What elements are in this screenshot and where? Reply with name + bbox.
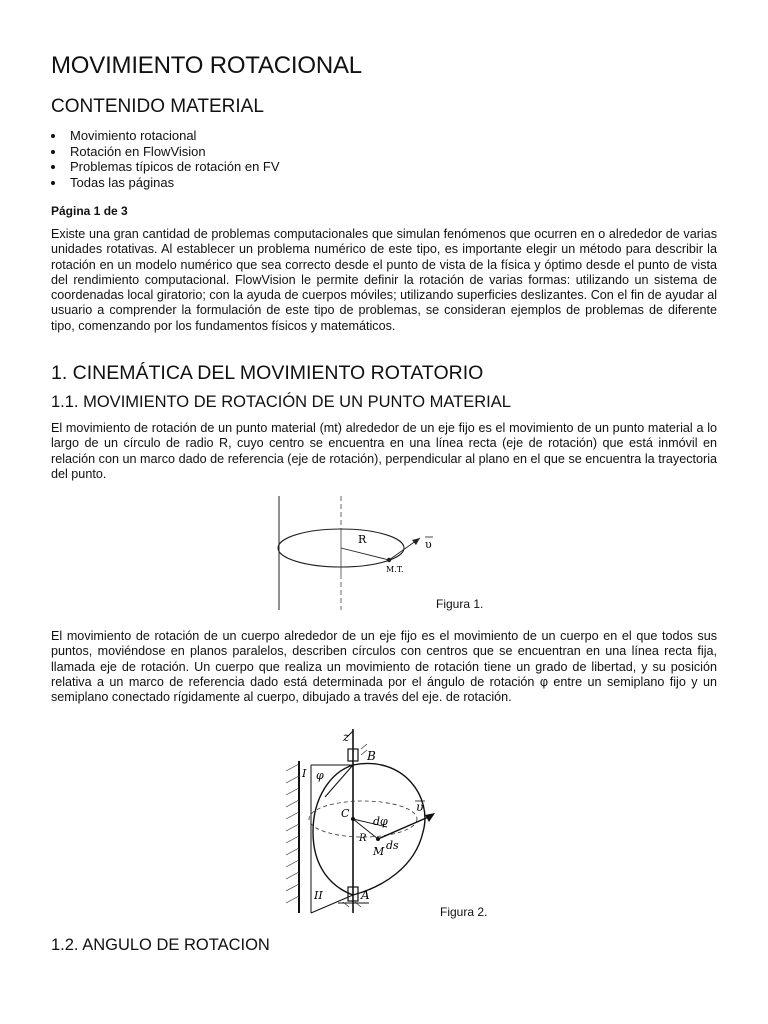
figure-2-i-label: I xyxy=(302,767,307,780)
figure-2-a-label: A xyxy=(361,888,370,902)
figure-2-c-label: C xyxy=(341,807,350,820)
contents-list xyxy=(51,128,280,190)
figure-1-mt-label: M.T. xyxy=(386,565,404,574)
section-1-1-paragraph: El movimiento de rotación de un punto material (mt) alrededor de un eje fijo es el movimiento de un punto material a lo largo de un círculo de radio R, cuyo centro se encuentra en una línea recta (eje de rotación) que está inmóvil en relación con un marco dado de referencia (eje de rotación), perpendicular al plano en el que se encuentra la trayectoria del punto. xyxy=(51,421,717,481)
figure-2-dphi-label: dφ xyxy=(373,815,388,828)
figure-2-ii-label: II xyxy=(314,889,323,902)
section-1-1-heading: 1.1. MOVIMIENTO DE ROTACIÓN DE UN PUNTO MATERIAL xyxy=(51,393,511,411)
section-1-2-heading: 1.2. ANGULO DE ROTACION xyxy=(51,936,270,954)
figure-2-m-label: M xyxy=(373,845,385,858)
intro-paragraph: Existe una gran cantidad de problemas computacionales que simulan fenómenos que ocurren en o alrededor de varias unidades rotativas. Al establecer un problema numérico de este tipo, es importante elegir un método para describir la rotación en un modelo numérico que sea correcto desde el punto de vista de la física y óptimo desde el punto de vista del rendimiento computacional. FlowVision le permite definir la rotación de varias formas: utilizando un sistema de coordenadas local giratorio; con la ayuda de cuerpos móviles; utilizando superficies deslizantes. Con el fin de ayudar al usuario a comprender la formulación de este tipo de problemas, se consideran ejemplos de problemas de diferente tipo, comenzando por los fundamentos físicos y matemáticos. xyxy=(51,227,717,333)
section-1-heading: 1. CINEMÁTICA DEL MOVIMIENTO ROTATORIO xyxy=(51,362,484,384)
figure-1-caption: Figura 1. xyxy=(436,597,484,611)
figure-2-r-label: R xyxy=(359,833,367,844)
figure-2-caption: Figura 2. xyxy=(440,905,488,919)
contents-link-rotational-motion[interactable]: Movimiento rotacional xyxy=(51,128,280,144)
contents-link-typical-problems[interactable]: Problemas típicos de rotación en FV xyxy=(51,159,280,175)
figure-2-v-label: υ xyxy=(416,800,424,814)
figure-2-z-label: z xyxy=(343,730,350,744)
figure-2-b-label: B xyxy=(367,749,376,763)
contents-link-all-pages[interactable]: Todas las páginas xyxy=(51,175,280,191)
figure-2-ds-label: ds xyxy=(386,839,399,852)
figure-2-phi-label: φ xyxy=(316,769,324,782)
page-indicator: Página 1 de 3 xyxy=(51,204,128,218)
page-title: MOVIMIENTO ROTACIONAL xyxy=(51,52,362,79)
content-subtitle: CONTENIDO MATERIAL xyxy=(51,96,264,117)
figure-1-radius-label: R xyxy=(358,533,367,546)
contents-link-flowvision-rotation[interactable]: Rotación en FlowVision xyxy=(51,144,280,160)
figure-1-velocity-label: υ xyxy=(425,538,432,551)
figure-1-diagram xyxy=(270,496,450,610)
body-paragraph-2: El movimiento de rotación de un cuerpo alrededor de un eje fijo es el movimiento de un cuerpo en el que todos sus puntos, moviéndose en planos paralelos, describen círculos con centros que se encuentran en una línea recta fija, llamada eje de rotación. Un cuerpo que realiza un movimiento de rotación tiene un grado de libertad, y su posición relativa a un marco de referencia dado está determinada por el ángulo de rotación φ entre un semiplano fijo y un semiplano conectado rígidamente al cuerpo, dibujado a través del eje. de rotación. xyxy=(51,629,717,705)
figure-2-diagram xyxy=(283,727,453,917)
